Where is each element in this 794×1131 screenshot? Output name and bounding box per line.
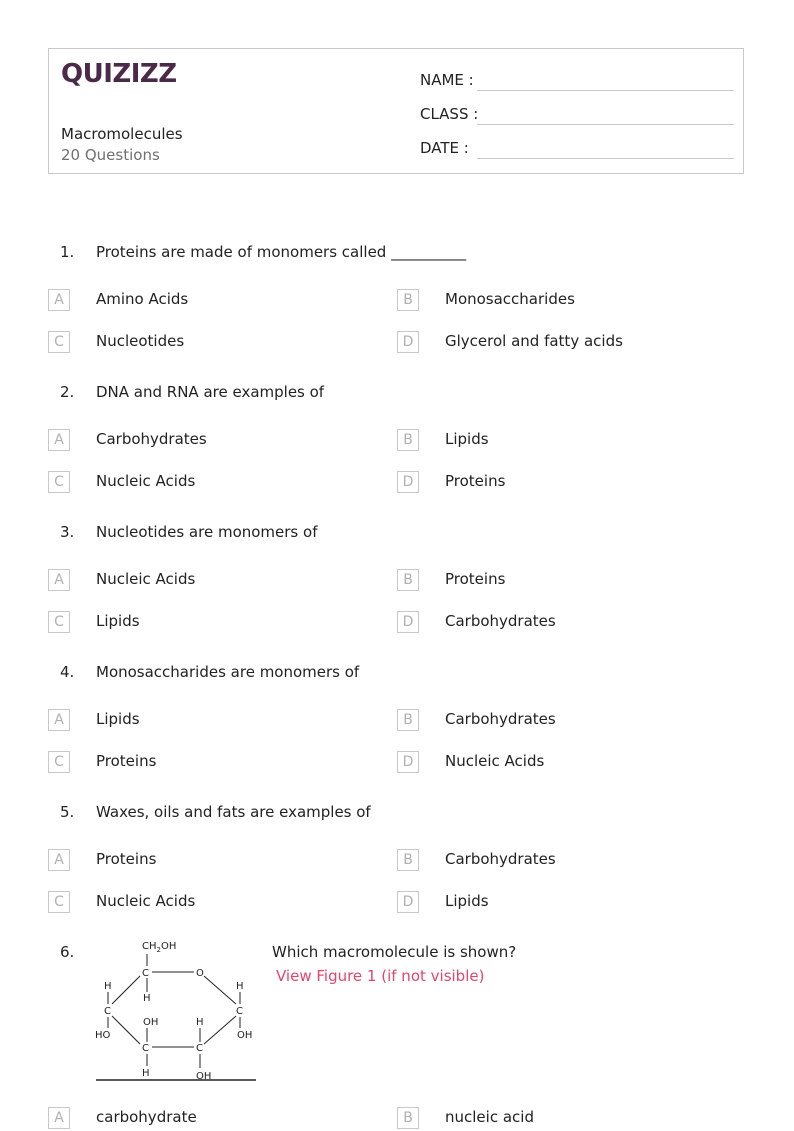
option-text: nucleic acid bbox=[445, 1108, 534, 1126]
option-text: Nucleic Acids bbox=[445, 752, 545, 770]
option-letter: B bbox=[397, 709, 419, 731]
option-letter: B bbox=[397, 429, 419, 451]
option-text: Lipids bbox=[445, 892, 489, 910]
option-letter: D bbox=[397, 611, 419, 633]
class-line[interactable] bbox=[477, 124, 734, 125]
label-c3: C bbox=[236, 1006, 243, 1017]
option-letter: A bbox=[48, 289, 70, 311]
question-number: 5. bbox=[60, 803, 75, 821]
option-text: Proteins bbox=[96, 850, 157, 868]
question-text: Monosaccharides are monomers of bbox=[96, 663, 360, 681]
option-text: Proteins bbox=[96, 752, 157, 770]
question-text: Which macromolecule is shown? bbox=[272, 943, 517, 961]
option-text: Proteins bbox=[445, 472, 506, 490]
class-field[interactable] bbox=[420, 101, 734, 125]
label-c5: C bbox=[196, 1043, 203, 1054]
label-oh3: OH bbox=[196, 1071, 212, 1082]
label-c1: C bbox=[142, 968, 149, 979]
date-field[interactable] bbox=[420, 135, 734, 159]
label-h2: H bbox=[104, 981, 112, 992]
option-text: Proteins bbox=[445, 570, 506, 588]
date-label: DATE : bbox=[420, 139, 469, 157]
option-letter: A bbox=[48, 1107, 70, 1129]
option-letter: D bbox=[397, 751, 419, 773]
question-number: 2. bbox=[60, 383, 75, 401]
option-letter: C bbox=[48, 751, 70, 773]
name-label: NAME : bbox=[420, 71, 474, 89]
option-text: Carbohydrates bbox=[445, 612, 556, 630]
question-text: Waxes, oils and fats are examples of bbox=[96, 803, 371, 821]
option-text: Amino Acids bbox=[96, 290, 189, 308]
option-letter: B bbox=[397, 289, 419, 311]
date-line[interactable] bbox=[477, 158, 734, 159]
name-field[interactable] bbox=[420, 67, 734, 91]
question-number: 1. bbox=[60, 243, 75, 261]
label-oh1: OH bbox=[237, 1030, 253, 1041]
bond-lines bbox=[96, 954, 256, 1080]
glucose-structure-figure bbox=[94, 934, 258, 1084]
label-h1: H bbox=[143, 993, 151, 1004]
option-letter: C bbox=[48, 471, 70, 493]
label-c4: C bbox=[142, 1043, 149, 1054]
option-text: Nucleic Acids bbox=[96, 472, 196, 490]
quizizz-logo: QUIZIZZ bbox=[61, 59, 177, 89]
label-h5: H bbox=[142, 1068, 150, 1079]
question-number: 3. bbox=[60, 523, 75, 541]
option-letter: B bbox=[397, 569, 419, 591]
option-text: Monosaccharides bbox=[445, 290, 575, 308]
question-text: DNA and RNA are examples of bbox=[96, 383, 325, 401]
option-letter: D bbox=[397, 471, 419, 493]
option-text: Lipids bbox=[96, 710, 140, 728]
question-text: Nucleotides are monomers of bbox=[96, 523, 318, 541]
quiz-title: Macromolecules bbox=[61, 125, 183, 143]
label-oh2: OH bbox=[143, 1017, 159, 1028]
option-text: Lipids bbox=[96, 612, 140, 630]
question-number: 6. bbox=[60, 943, 75, 961]
name-line[interactable] bbox=[477, 90, 734, 91]
question-number: 4. bbox=[60, 663, 75, 681]
label-c2: C bbox=[104, 1006, 111, 1017]
label-h3: H bbox=[236, 981, 244, 992]
option-text: Carbohydrates bbox=[445, 710, 556, 728]
option-letter: D bbox=[397, 331, 419, 353]
class-label: CLASS : bbox=[420, 105, 479, 123]
option-letter: A bbox=[48, 569, 70, 591]
label-o: O bbox=[196, 968, 204, 979]
option-text: Nucleic Acids bbox=[96, 892, 196, 910]
option-text: Nucleotides bbox=[96, 332, 185, 350]
option-letter: A bbox=[48, 849, 70, 871]
option-text: Nucleic Acids bbox=[96, 570, 196, 588]
question-count: 20 Questions bbox=[61, 146, 160, 164]
option-letter: A bbox=[48, 709, 70, 731]
option-letter: C bbox=[48, 331, 70, 353]
option-text: carbohydrate bbox=[96, 1108, 197, 1126]
label-ch2oh: $CH_2OH$ bbox=[142, 941, 177, 954]
option-text: Glycerol and fatty acids bbox=[445, 332, 623, 350]
option-letter: C bbox=[48, 611, 70, 633]
view-figure-link[interactable]: View Figure 1 (if not visible) bbox=[276, 967, 485, 985]
option-letter: D bbox=[397, 891, 419, 913]
question-text: Proteins are made of monomers called __________ bbox=[96, 243, 467, 261]
option-letter: B bbox=[397, 849, 419, 871]
option-letter: A bbox=[48, 429, 70, 451]
option-text: Lipids bbox=[445, 430, 489, 448]
worksheet-header bbox=[48, 48, 744, 174]
option-letter: B bbox=[397, 1107, 419, 1129]
label-ho: HO bbox=[95, 1030, 111, 1041]
option-letter: C bbox=[48, 891, 70, 913]
label-h4: H bbox=[196, 1017, 204, 1028]
option-text: Carbohydrates bbox=[445, 850, 556, 868]
option-text: Carbohydrates bbox=[96, 430, 207, 448]
